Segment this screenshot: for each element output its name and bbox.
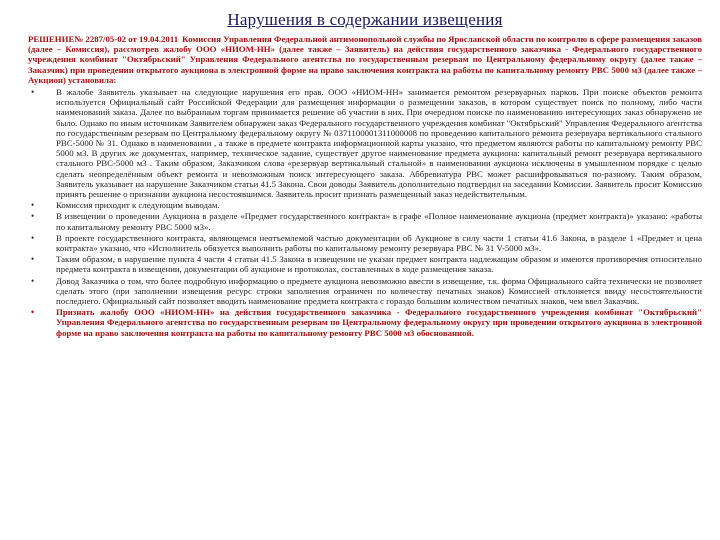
decision-number: РЕШЕНИЕ№ 2287/05-02 от 19.04.2011 [28, 34, 179, 44]
bullet-icon: • [31, 307, 35, 318]
list-item-text: Комиссия приходит к следующим выводам. [56, 200, 220, 211]
list-item-complaint [28, 87, 702, 199]
list-item-text: Признать жалобу ООО «НИОМ-НН» на действия государственного заказчика - Федерального государственного учреждения комбинат "Октябрьский" Управления Федерального агентства по государственным резервам по Центральному федеральному округу при проведении открытого аукциона в электронной форме на право заключения контракта на работы по капитальному ремонту РВС 5000 м3 обоснованной. [56, 307, 702, 338]
bullet-icon: • [31, 232, 35, 243]
list-item-notice [28, 211, 702, 231]
list-item-text: В проекте государственного контракта, являющемся неотъемлемой частью документации об Аукционе в силу части 1 статьи 41.6 Закона, в разделе 1 «Предмет и цена контракта» указано, что «Исполнитель обязуется выполнить работы по капитальному ремонту резервуара РВС № 31 V-5000 м3». [56, 232, 702, 254]
bullet-icon: • [31, 275, 35, 286]
list-item-conclusions [28, 200, 702, 210]
list-item-contract-draft [28, 233, 702, 253]
violations-list [28, 87, 702, 338]
bullet-icon: • [31, 87, 35, 98]
list-item-text: Таким образом, в нарушение пункта 4 части 4 статьи 41.5 Закона в извещении не указан предмет контракта надлежащим образом и имеются противоречия относительно предмета контракта в извещении, документации об аукционе и протоколах, составленных в ходе размещения заказа. [56, 254, 702, 275]
list-item-text: Довод Заказчика о том, что более подробную информацию о предмете аукциона невозможно ввести в извещение, т.к. форма Официального сайта технически не позволяет сделать этого (при заполнении извещения ресурс строки заполнения ограничен по количеству печатных знаков) Комиссией отклоняется ввиду несостоятельности последнего. Официальный сайт позволяет вводить наименование предмета контракта с гораздо большим количеством печатных знаков, чем ввел Заказчик. [56, 275, 702, 307]
list-item-text: В жалобе Заявитель указывает на следующие нарушения его прав. ООО «НИОМ-НН» занимается ремонтом резервуарных парков. При поиске объектов ремонта используется Официальный сайт Российской Федерации для размещения информации о размещении заказов, в котором существует поиск по полному, либо части наименований заказа. Далее по выбранным торгам принимается решение об участии в них. При очередном поиске по наименованию интересующих заказ обнаружено не было. Однако по иным источникам Заявителем обнаружен заказ Федерального государственного учреждения комбинат "Октябрьский" Управления Федерального агентства по государственным резервам по Центральному федеральному округу № 0371100001311000008 по проведению капитального ремонта резервуара вертикального стального РВС-5000 № 31. Однако в наименовании , а также в предмете контракта информационной карты указано, что предметом являются работы по капитальному ремонту РВС 5000 м3. В других же документах, например, техническое задание, существует другое наименование предмета аукциона: капитальный ремонт резервуара вертикального стального РВС-5000 м3 . Таким образом, Заказчиком слова «резервуар вертикальный стальной» в наименовании аукциона исключены в умышленном порядке с целью сделать неопределённым объект ремонта и невозможным поиск интересующего заказа. Аббревиатура РВС может расшифровываться по-разному. Таким образом, Заявитель указывает на нарушение Заказчиком статьи 41.5 Закона. Свои доводы Заявитель дополнительно подтвердил на заседании Комиссии. Заявитель просит Комиссию принять решение о признании аукциона несостоявшимся. Заявитель просит признать размещенный заказ недействительным. [56, 87, 702, 200]
decision-text: Комиссия Управления Федеральной антимонопольной службы по Ярославской области по контролю в сфере размещения заказов (далее – Комиссия), рассмотрев жалобу ООО «НИОМ-НН» (далее также – Заявитель) на действия государственного заказчика - Федерального государственного учреждения комбинат "Октябрьский" Управления Федерального агентства по государственным резервам по Центральному федеральному округу (далее также – Заказчик) при проведении открытого аукциона в электронной форме на право заключения контракта на работы по капитальному ремонту РВС 5000 м3 (далее также – Аукцион) установила: [28, 34, 702, 85]
list-item-decision [28, 307, 702, 338]
decision-paragraph [28, 34, 702, 85]
page-title: Нарушения в содержании извещения [227, 10, 503, 29]
list-item-text: В извещении о проведении Аукциона в разделе «Предмет государственного контракта» в графе «Полное наименование аукциона (предмет контракта)» указано: «работы по капитальному ремонту РВС 5000 м3». [56, 211, 702, 232]
bullet-icon: • [31, 211, 35, 222]
list-item-violation [28, 254, 702, 274]
list-item-customer-argument [28, 276, 702, 307]
bullet-icon: • [31, 254, 35, 265]
bullet-icon: • [31, 200, 35, 211]
